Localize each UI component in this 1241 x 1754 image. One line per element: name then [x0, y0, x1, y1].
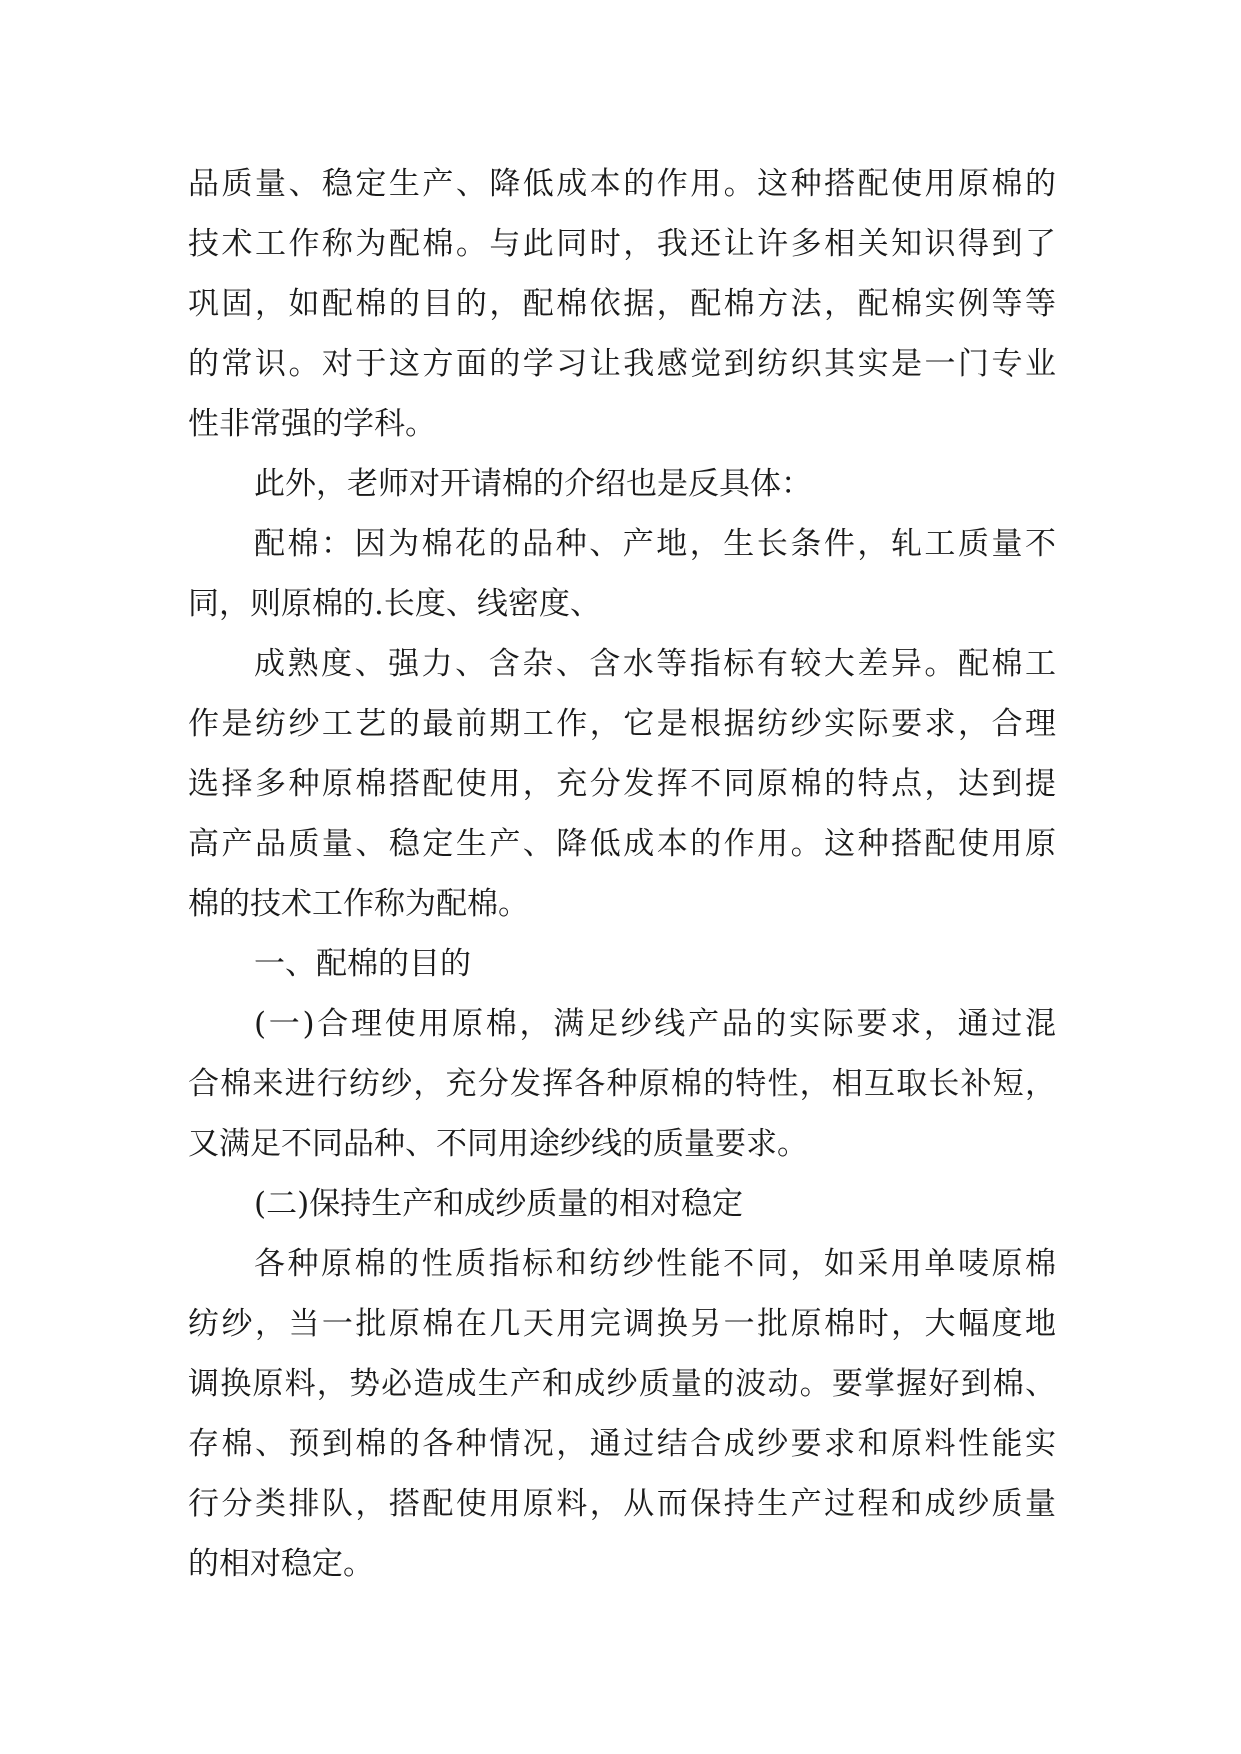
document-page — [188, 154, 1056, 1594]
text-line: 选择多种原棉搭配使用，充分发挥不同原棉的特点，达到提 — [188, 766, 1056, 802]
text-line: 的常识。对于这方面的学习让我感觉到纺织其实是一门专业 — [188, 346, 1056, 382]
section-heading: 一、配棉的目的 — [254, 946, 471, 982]
text-line: 品质量、稳定生产、降低成本的作用。这种搭配使用原棉的 — [188, 166, 1056, 202]
text-line: 作是纺纱工艺的最前期工作，它是根据纺纱实际要求，合理 — [188, 706, 1056, 742]
text-line: 合棉来进行纺纱，充分发挥各种原棉的特性，相互取长补短， — [188, 1066, 1056, 1102]
text-line: 配棉：因为棉花的品种、产地，生长条件，轧工质量不 — [254, 526, 1056, 562]
text-line: 性非常强的学科。 — [188, 406, 436, 442]
text-line: 调换原料，势必造成生产和成纱质量的波动。要掌握好到棉、 — [188, 1366, 1056, 1402]
text-line: 棉的技术工作称为配棉。 — [188, 886, 529, 922]
text-line: 又满足不同品种、不同用途纱线的质量要求。 — [188, 1126, 808, 1162]
subsection-heading: (二)保持生产和成纱质量的相对稳定 — [254, 1186, 744, 1222]
text-line: 技术工作称为配棉。与此同时，我还让许多相关知识得到了 — [188, 226, 1056, 262]
text-line: 纺纱，当一批原棉在几天用完调换另一批原棉时，大幅度地 — [188, 1306, 1056, 1342]
text-line: 此外，老师对开请棉的介绍也是反具体： — [254, 466, 812, 502]
text-line: 巩固，如配棉的目的，配棉依据，配棉方法，配棉实例等等 — [188, 286, 1056, 322]
text-line: 成熟度、强力、含杂、含水等指标有较大差异。配棉工 — [254, 646, 1056, 682]
text-line: 行分类排队，搭配使用原料，从而保持生产过程和成纱质量 — [188, 1486, 1056, 1522]
text-line: 各种原棉的性质指标和纺纱性能不同，如采用单唛原棉 — [254, 1246, 1056, 1282]
text-line: (一)合理使用原棉，满足纱线产品的实际要求，通过混 — [254, 1006, 1056, 1042]
text-line: 高产品质量、稳定生产、降低成本的作用。这种搭配使用原 — [188, 826, 1056, 862]
text-line: 同，则原棉的.长度、线密度、 — [188, 586, 601, 622]
text-line: 的相对稳定。 — [188, 1546, 374, 1582]
text-line: 存棉、预到棉的各种情况，通过结合成纱要求和原料性能实 — [188, 1426, 1056, 1462]
